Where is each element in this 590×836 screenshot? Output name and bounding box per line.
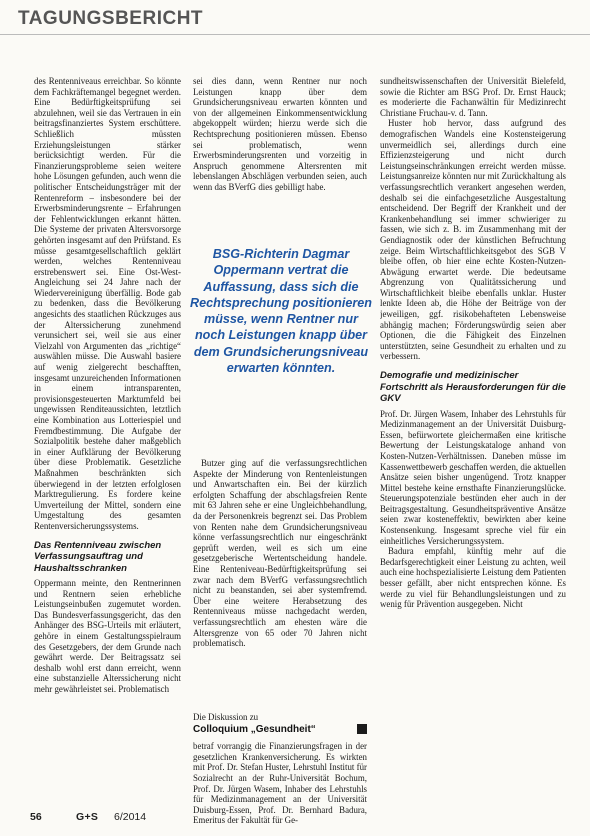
paragraph: des Rentenniveaus erreichbar. So könnte dem Fachkräftemangel begegnet werden. Eine Bedürftigkeitsprüfung sei abzulehnen, weil sie das Vertrauen in ein beitragsfinanziertes System erschüttere. Schließlich müssten Erziehungsleistungen stärker berücksichtigt werden. Für die Finanzierungsprobleme seien weitere hohe Lösungen gefunden, auch wenn die politischer Entscheidungsträger mit der Rentenreform – insbesondere bei der Erwerbsminderungsrente – Erfahrungen der Fehlentwicklungen erkannt hätten. Die Systeme der privaten Altersvorsorge gehörten insgesamt auf den Prüfstand. Es müsse gesamtgesellschaftlich geklärt werden, welches Rentenniveau erstrebenswert sei. Eine Ost-West-Angleichung sei 24 Jahre nach der Wiedervereinigung überfällig. Bode gab zu bedenken, dass die Bevölkerung angesichts des staatlichen Rückzuges aus der Alterssicherung zunehmend verunsichert sei, weil sie aus einer Vielzahl von Argumenten das „richtige“ auswählen müsse. Die Auswahl basiere auf wenig zielgerecht beschafften, insgesamt unzureichenden Informationen in einem intransparenten, provisionsgesteuerten Marktumfeld bei ungewissen Renditeaussichten, letztlich eine Kombination aus Lotteriespiel und Fremdbestimmung. Die Aufgabe der Sozialpolitik bestehe daher maßgeblich in einer Aufklärung der Bevölkerung über diese Problematik. Gesetzliche Maßnahmen beschränkten sich überwiegend in der letzten erfolglosen Marktregulierung. Es fordere keine Umverteilung der Mittel, sondern eine Umgestaltung des gesamten Rentenversicherungssystems. — [34, 76, 181, 531]
paragraph: Badura empfahl, künftig mehr auf die Bedarfsgerechtigkeit einer Leistung zu achten, weil auch eine hochspezialisierte Leistung dem Patienten besser gefällt, aber nicht entsprechen könne. Es werde zu viel für Behandlungsleistungen und zu wenig für Prävention ausgegeben. Nicht — [380, 546, 566, 610]
end-mark-square — [357, 724, 367, 734]
subheading: Das Rentenniveau zwischen Verfassungsauftrag und Haushaltsschranken — [34, 539, 162, 574]
paragraph: Oppermann meinte, den Rentnerinnen und Rentnern seien erhebliche Leistungseinbußen zugemutet worden. Das Bundesverfassungsgericht, das den Anhänger des BSG-Urteils mit erläutert, gehöre in einem Gestaltungsspielraum des Gesetzgebers, der dem Grunde nach gewährt werde. Der Beitragssatz sei deshalb wohl erst dann erreicht, wenn eine substanzielle Alterssicherung nicht mehr gewährleistet sei. Problematisch — [34, 578, 181, 694]
box-label: Die Diskussion zu — [193, 712, 259, 722]
subheading: Demografie und medizinischer Fortschritt als Herausforderungen für die GKV — [380, 370, 566, 405]
colloquium-box — [193, 712, 367, 826]
paragraph: sundheitswissenschaften der Universität Bielefeld, sowie die Richter am BSG Prof. Dr. Ernst Hauck; es moderierte die Fachanwältin für Medizinrecht Christiane Fruchau-v. d. Tann. — [380, 76, 566, 118]
pull-quote: BSG-Richterin Dagmar Oppermann vertrat die Auffassung, dass sich die Rechtsprechung positionieren müsse, wenn Rentner nur noch Leistungen knapp über dem Grundsicherungsniveau erwarten könnten. — [190, 247, 372, 376]
column-right — [380, 76, 566, 798]
box-text: betraf vorrangig die Finanzierungsfragen in der gesetzlichen Krankenversicherung. Es wirkten mit Prof. Dr. Stefan Huster, Lehrstuhl Institut für Sozialrecht an der Ruhr-Universität Bochum, Prof. Dr. Jürgen Wasem, Inhaber des Lehrstuhls für Medizinmanagement an der Universität Duisburg-Essen, Prof. Dr. Bernhard Badura, Emeritus der Fakultät für Ge- — [193, 741, 367, 826]
column-left — [34, 76, 181, 798]
page-number: 56 — [30, 811, 42, 823]
box-title: Colloquium „Gesundheit“ — [193, 723, 316, 735]
paragraph: Huster hob hervor, dass aufgrund des demografischen Wandels eine Kostensteigerung unvermeidlich sei, allerdings durch eine Effizienzsteigerung und nicht durch Leistungseinschränkungen erreicht werden müsse. Leistungsanreize könnten nur mit Zurückhaltung als verfassungsrechtlich verankert angesehen werden, deshalb sei die einfachgesetzliche Ausgestaltung entscheidend. Der Begriff der Krankheit und der Krankenbehandlung sei immer schwieriger zu fassen, wie sich z. B. im Zusammenhang mit der Gendiagnostik oder der künstlichen Befruchtung zeige. Beim Wirtschaftlichkeitsgebot des SGB V bleibe offen, ob hier eine echte Kosten-Nutzen-Abwägung erwartet werde. Die bedeutsame Abgrenzung von Qualitätssicherung und Wirtschaftlichkeit bleibe ebenfalls unklar. Huster lenkte Ideen ab, die Höhe der Beiträge von der jeweiligen, ggf. risikobehafteten Lebensweise abhängig machen; Förderungswürdig seien aber Optionen, die die Fähigkeit des Einzelnen unterstützten, seine Gesundheit zu erhalten und zu verbessern. — [380, 118, 566, 362]
paragraph: Butzer ging auf die verfassungsrechtlichen Aspekte der Minderung von Rentenleistungen und Anwartschaften ein. Bei der kürzlich erfolgten Schaffung der abschlagsfreien Rente mit 63 Jahren sehe er eine Ungleichbehandlung, da der Personenkreis begrenzt sei. Das Problem von Renten nahe dem Grundsicherungsniveau könne verfassungsrechtlich nur eingeschränkt geprüft werden, weil es sich um eine gesetzgeberische Wertentscheidung handele. Eine Renteniveau-Bedürftigkeitsprüfung sei zwar nach dem BVerfG verfassungsrechtlich nicht zu beanstanden, sei aber systemfremd. Über eine weitere Herabsetzung des Rentenniveaus müsse nachgedacht werden, verfassungsrechtlich am ehesten wäre die Altersgrenze von 65 oder 70 Jahren nicht problematisch. — [193, 458, 367, 649]
paragraph: sei dies dann, wenn Rentner nur noch Leistungen knapp über dem Grundsicherungsniveau erwarten könnten und von der allgemeinen Einkommensentwicklung abgekoppelt würden; hierzu werde sich die Rechtsprechung positionieren müssen. Ebenso sei problematisch, wenn Erwerbsminderungsrenten und vorzeitig in Anspruch genommene Altersrenten mit lebenslangen Abschlägen verbunden seien, auch wenn das BVerfG dies gebilligt habe. — [193, 76, 367, 192]
column-middle-top — [193, 76, 367, 236]
issue-number: 6/2014 — [114, 811, 147, 823]
journal-logo: G+S — [76, 811, 99, 823]
section-header: TAGUNGSBERICHT — [18, 8, 204, 29]
paragraph: Prof. Dr. Jürgen Wasem, Inhaber des Lehrstuhls für Medizinmanagement an der Universität Duisburg-Essen, befürwortete gleichermaßen eine kritische Bewertung der Leistungskataloge anhand von Kosten-Nutzen-Verhältnissen. Daneben müsse im Kassenwettbewerb geschaffen werden, die aktuellen Ansätze seien bisher ungenügend. Trotz knapper Mittel bestehe keine ernsthafte Finanzierungslücke. Steuerungspotenziale bestünden eher auch in der Beitragsgestaltung. Gesundheitspräventive Ansätze seien zwar kosteneffektiv, bewirkten aber keine Kostensenkung. Insgesamt spreche viel für ein einheitliches Versicherungssystem. — [380, 408, 566, 546]
header-divider — [0, 34, 590, 35]
